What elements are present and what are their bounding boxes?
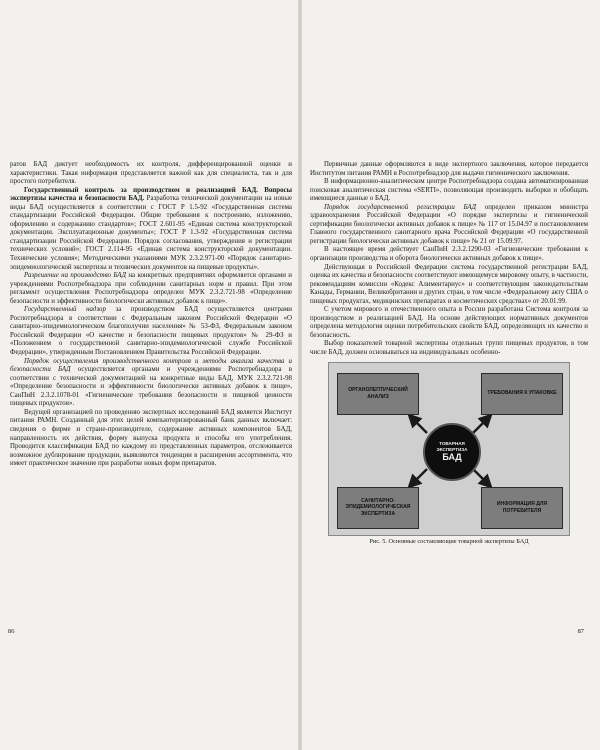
figure-caption: Рис. 5. Основные составляющие товарной экспертизы БАД [369,537,529,545]
box-packaging-requirements: ТРЕБОВАНИЯ К УПАКОВКЕ [481,373,563,415]
left-paragraph-5 [10,358,292,409]
left-paragraph-4 [10,306,292,357]
left-paragraph-5-text: осуществляется органами и учреждениями Роспотребнадзора в соответствии с технической документацией на конкретные виды БАД, МУК 2.3.2.721-98 «Определение безопасности и эффективности биологически активных добавок к пище», СанПиН 2.3.2.1078-01 «Гигиенические требования безопасности и пищевой ценности пищевых продуктов». [10,366,293,408]
right-page [300,0,600,750]
left-paragraph-4-emphasis: Государственный надзор [24,306,106,314]
arrow-top-left [409,415,427,433]
left-paragraph-3-text: на конкретных предприятиях оформляется органами и учреждениями Роспотребнадзора при соблюдении санитарных норм и правил. При этом регламент осуществления Роспотребнадзора определен МУК 2.3.2.721-98 «Определение безопасности и эффективности биологически активных добавок к пище». [10,272,292,305]
right-page-number: 87 [577,628,584,635]
left-paragraph-6: Ведущей организацией по проведению экспертных исследований БАД является Институт питания РАМН. Созданный для этих целей компьютеризированный банк данных включает: сведения о фирме и стране-производителе, содержание активных компонентов БАД, направленность их действия, форму выпуска продукта и способы его употребления. Проводится классификация БАД по каждому из представленных параметров, отслеживается возможное дублирование продукции, выявляются тенденции в расширении ассортимента, что имеет практическое значение при разработке новых форм препаратов. [10,408,292,468]
section-heading: Государственный контроль за производством и реализацией БАД. Вопросы экспертизы качества и безопасности БАД. [10,186,292,203]
left-paragraph-2-text: Разработка технической документации на новые виды БАД осуществляется в соответствии с ГОСТ Р 1.5-92 «Государственная система стандартизации Российской Федерации. Общие требования к построению, изложению, оформлению и содержанию стандартов»; ГОСТ 2.601-95 «Единая система конструкторской документации. Эксплуатационные документы»; ГОСТ Р 1.3-92 «Государственная система стандартизации Российской Федерации. Порядок согласования, утверждения и регистрации технических условий»; ГОСТ 2.114-95 «Единая система конструкторской документации. Технические условия»; Методическими указаниями МУК 2.3.2.971-00 «Порядок санитарно-эпидемиологической экспертизы и технических документов на пищевые продукты». [10,195,293,271]
center-circle [423,423,481,481]
arrow-bottom-right [473,469,491,487]
right-paragraph-3-text: определен приказом министра здравоохранения Российской Федерации «О порядке экспертизы и гигиенической сертификации биологически активных добавок к пище» № 117 от 15.04.97 и постановлением Главного государственного санитарного врача Российской Федерации «О государственной регистрации биологически активных добавок к пище» № 21 от 15.09.97. [310,203,588,245]
right-paragraph-5: Действующая в Российской Федерации система государственной регистрации БАД, оценка их качества и безопасности соответствуют имеющемуся мировому опыту, в частности, рекомендациям комиссии «Кодекс Алиментариус» и соответствующим законодательствам Канады, Германии, Великобритании и других стран, в том числе «Федеральному акту США о пищевых продуктах, медицинских препаратах и косметических средствах» от 20.01.99. [310,263,588,305]
right-paragraph-3 [310,204,588,247]
figure-diagram [328,362,570,536]
center-line-1: ТОВАРНАЯ [439,441,465,447]
center-line-2: ЭКСПЕРТИЗА [436,446,468,452]
right-paragraph-3-emphasis: Порядок государственной регистрации БАД [324,203,477,211]
box-sanitary-expertise: САНИТАРНО-ЭПИДЕМИОЛОГИЧЕСКАЯ ЭКСПЕРТИЗА [337,487,419,529]
right-paragraph-1: Первичные данные оформляются в виде экспертного заключения, которое передается Институтом питания РАМН в Роспотребнадзор для выдачи гигиенического заключения. [310,161,588,177]
left-paragraph-4-text: за производством БАД осуществляется центрами Роспотребнадзора в соответствии с Федеральным законом Российской Федерации «О санитарно-эпидемиологическом благополучии населения» № 53-ФЗ, Федеральным законом Российской Федерации «О качестве и безопасности пищевых продуктов» № 29-ФЗ и «Положением о государственной санитарно-эпидемиологической службе Российской Федерации», утвержденным Постановлением Правительства Российской Федерации. [10,306,292,357]
right-paragraph-4: В настоящее время действует СанПиН 2.3.2.1290-03 «Гигиенические требования к организации производства и оборота биологически активных добавок к пище». [310,246,588,263]
left-paragraph-2 [10,187,292,272]
box-organoleptic-analysis: ОРГАНОЛЕПТИЧЕСКИЙ АНАЛИЗ [337,373,419,415]
right-paragraph-2: В информационно-аналитическом центре Роспотребнадзора создана автоматизированная поисковая аналитическая система «SERTI», позволяющая производить выборки и обобщать имеющиеся данные о БАД. [310,178,588,203]
right-paragraph-7: Выбор показателей товарной экспертизы отдельных групп пищевых продуктов, в том числе БАД, должен основываться на индивидуальных особенно- [310,340,588,357]
arrow-bottom-left [409,469,427,487]
arrow-top-right [473,415,491,433]
left-page-number: 86 [8,628,15,635]
center-big-label: БАД [442,451,462,462]
right-paragraph-6: С учетом мирового и отечественного опыта в России разработана Система контроля за производством и реализацией БАД. На основе действующих нормативных документов определена методология оценки потребительских свойств БАД, определяющих их качество и безопасность. [310,306,588,339]
left-paragraph-3 [10,272,292,306]
left-paragraph-1: ратов БАД диктует необходимость их контроля, дифференцированной оценки и характеристики. Такая информация представляется важной как для специалиста, так и для простого потребителя. [10,161,292,186]
left-paragraph-5-emphasis: Порядок осуществления производственного контроля и методы анализа качества и безопасности БАД [10,357,292,374]
box-consumer-information: ИНФОРМАЦИЯ ДЛЯ ПОТРЕБИТЕЛЯ [481,487,563,529]
left-paragraph-3-emphasis: Разрешение на производство БАД [24,272,126,280]
